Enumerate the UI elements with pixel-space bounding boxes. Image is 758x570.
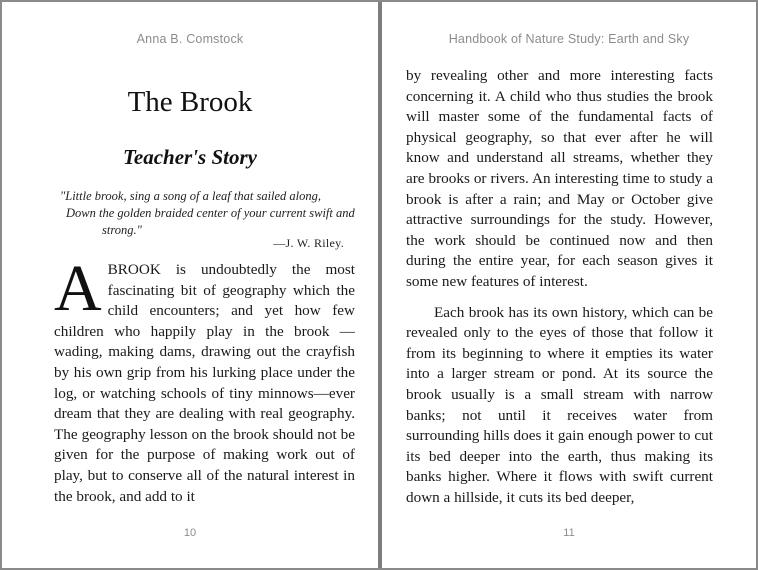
- chapter-subtitle: Teacher's Story: [123, 145, 257, 169]
- right-body-text: [406, 66, 713, 508]
- left-body-text: [54, 252, 355, 507]
- drop-cap: A: [54, 252, 102, 325]
- right-page[interactable]: [382, 2, 756, 568]
- epigraph: [60, 188, 360, 239]
- running-head-title: Handbook of Nature Study: Earth and Sky: [448, 32, 690, 46]
- epigraph-attribution: —J. W. Riley.: [273, 236, 344, 250]
- chapter-title: The Brook: [127, 86, 253, 118]
- epigraph-line-3: strong.": [102, 223, 142, 237]
- left-page[interactable]: [2, 2, 378, 568]
- page-number-right: 11: [563, 527, 575, 539]
- right-paragraph-1: by revealing other and more interesting facts concerning it. A child who thus studies the brook will master some of the fundamental facts of physical geography, so that ever after he will know and understand all streams, whether they are brooks or rivers. An interesting time to study a brook is after a rain; and May or October give attractive surroundings for the study. However, the work should be continued now and then during the entire year, for each season gives it some new features of interest.: [406, 67, 713, 290]
- left-body-paragraph: BROOK is undoubtedly the most fascinating bit of geography which the child encounters; and yet how few children who happily play in the brook —wading, making dams, drawing out the crayfish by his own grip from his lurking place under the log, or watching schools of tiny minnows—ever dream that they are dealing with real geography. The geography lesson on the brook should not be given for the purpose of making work out of play, but to conserve all of the natural interest in the brook, and add to it: [54, 261, 355, 505]
- right-paragraph-2: Each brook has its own history, which can be revealed only to the eyes of those that follow it from its beginning to where it empties its water into a larger stream or pond. At its source the brook usually is a small stream with narrow banks; not until it receives water from surrounding hills does it gain enough power to cut its bed deeper into the earth, thus making its banks higher. Where it flows with swift current down a hillside, it cuts its bed deeper,: [406, 303, 713, 506]
- epigraph-line-1: "Little brook, sing a song of a leaf that sailed along,: [60, 189, 322, 203]
- epigraph-line-2: Down the golden braided center of your current swift and: [66, 206, 355, 220]
- page-number-left: 10: [183, 527, 197, 539]
- running-head-author: Anna B. Comstock: [136, 32, 244, 46]
